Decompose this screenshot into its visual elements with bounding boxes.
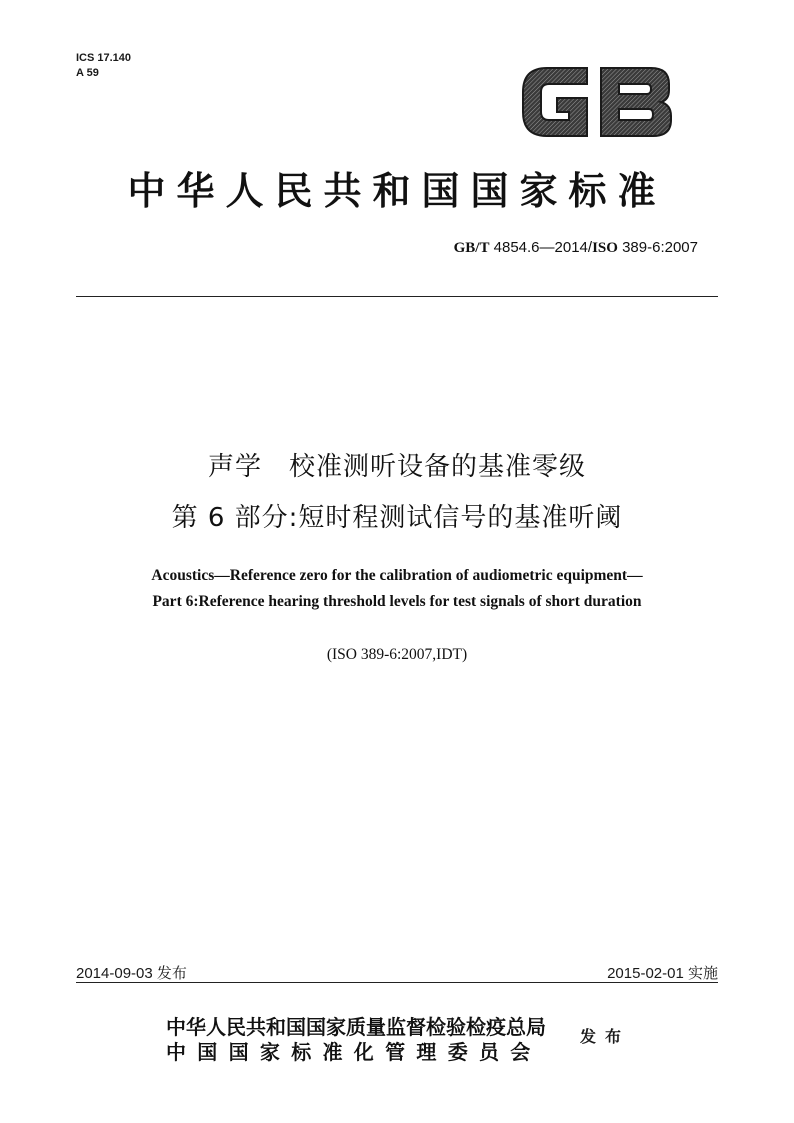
standard-prefix: GB/T [453, 240, 490, 256]
issuer-aqsiq: 中华人民共和国国家质量监督检验检疫总局 [166, 1015, 546, 1039]
header-divider [76, 296, 718, 297]
gb-national-standard-logo [517, 62, 677, 142]
iso-code: 389-6:2007 [622, 239, 698, 256]
footer-divider [76, 982, 718, 983]
issuer-sac: 中国国家标准化管理委员会 [166, 1040, 542, 1064]
implementation-date: 2015-02-01 实施 [607, 965, 718, 982]
iso-equivalence: (ISO 389-6:2007,IDT) [326, 646, 468, 663]
iso-prefix: ISO [592, 240, 618, 256]
publish-label: 发布 [580, 1027, 631, 1046]
national-standard-heading: 中华人民共和国国家标准 [127, 169, 667, 213]
chinese-title-line-1: 声学 校准测听设备的基准零级 [207, 452, 586, 482]
ccs-code: A 59 [76, 67, 99, 79]
english-title-line-1: Acoustics—Reference zero for the calibration of audiometric equipment— [151, 567, 643, 584]
ics-classification [76, 51, 131, 81]
chinese-title-line-2: 第 6 部分:短时程测试信号的基准听阈 [171, 503, 623, 533]
standard-code: 4854.6—2014/ [493, 239, 593, 256]
ics-code: ICS 17.140 [76, 52, 132, 64]
issue-date: 2014-09-03 发布 [76, 965, 187, 982]
english-title-line-2: Part 6:Reference hearing threshold levels for test signals of short duration [152, 593, 642, 610]
standard-number [454, 239, 698, 257]
